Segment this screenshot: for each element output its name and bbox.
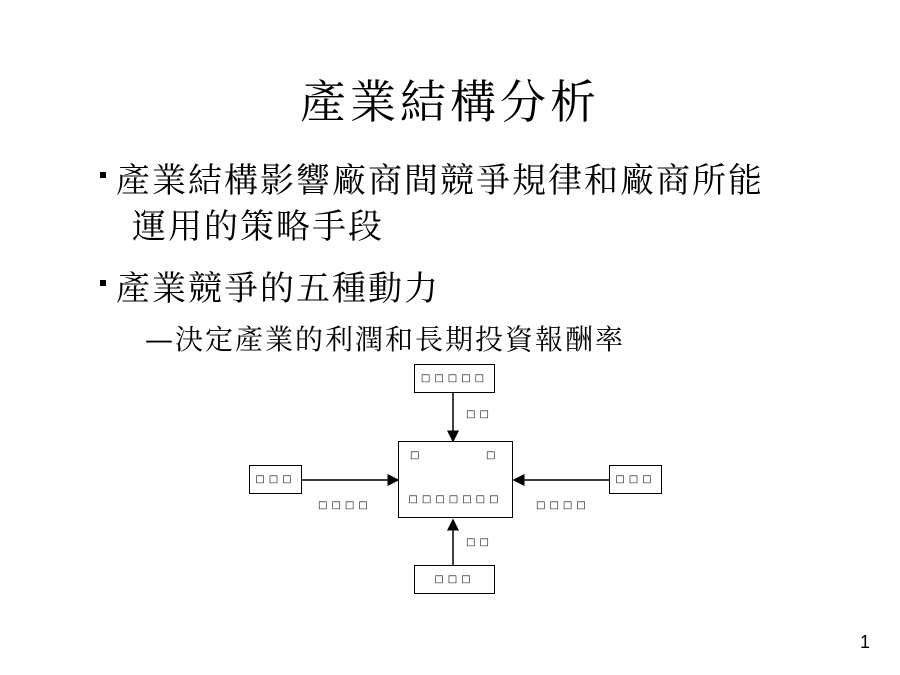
center-box-label: □□□□□□□	[408, 494, 503, 505]
right-box	[609, 465, 662, 494]
right-box-label: □□□	[615, 474, 656, 485]
left-box-label: □□□	[255, 474, 296, 485]
bottom-arrow-label: □□	[466, 537, 493, 548]
top-arrow-label: □□	[466, 409, 493, 420]
slide-title: 產業結構分析	[300, 75, 600, 129]
page-number: 1	[859, 632, 870, 652]
bottom-box-label: □□□	[434, 574, 475, 585]
bullet-1-line-2: 運用的策略手段	[132, 207, 384, 247]
top-box-label: □□□□□	[420, 373, 489, 384]
bullet-2-text: 產業競爭的五種動力	[116, 269, 440, 309]
bullet-1-line-1: 產業結構影響廠商間競爭規律和廠商所能	[116, 161, 764, 201]
right-arrow-label: □□□□	[536, 500, 590, 511]
top-box	[414, 364, 495, 393]
center-box-top-left: □	[410, 450, 424, 461]
sub-bullet: —決定產業的利潤和長期投資報酬率	[145, 323, 626, 356]
left-arrow-label: □□□□	[318, 500, 372, 511]
bottom-box	[414, 565, 495, 594]
left-box	[249, 465, 302, 494]
center-box-top-right: □	[486, 450, 500, 461]
